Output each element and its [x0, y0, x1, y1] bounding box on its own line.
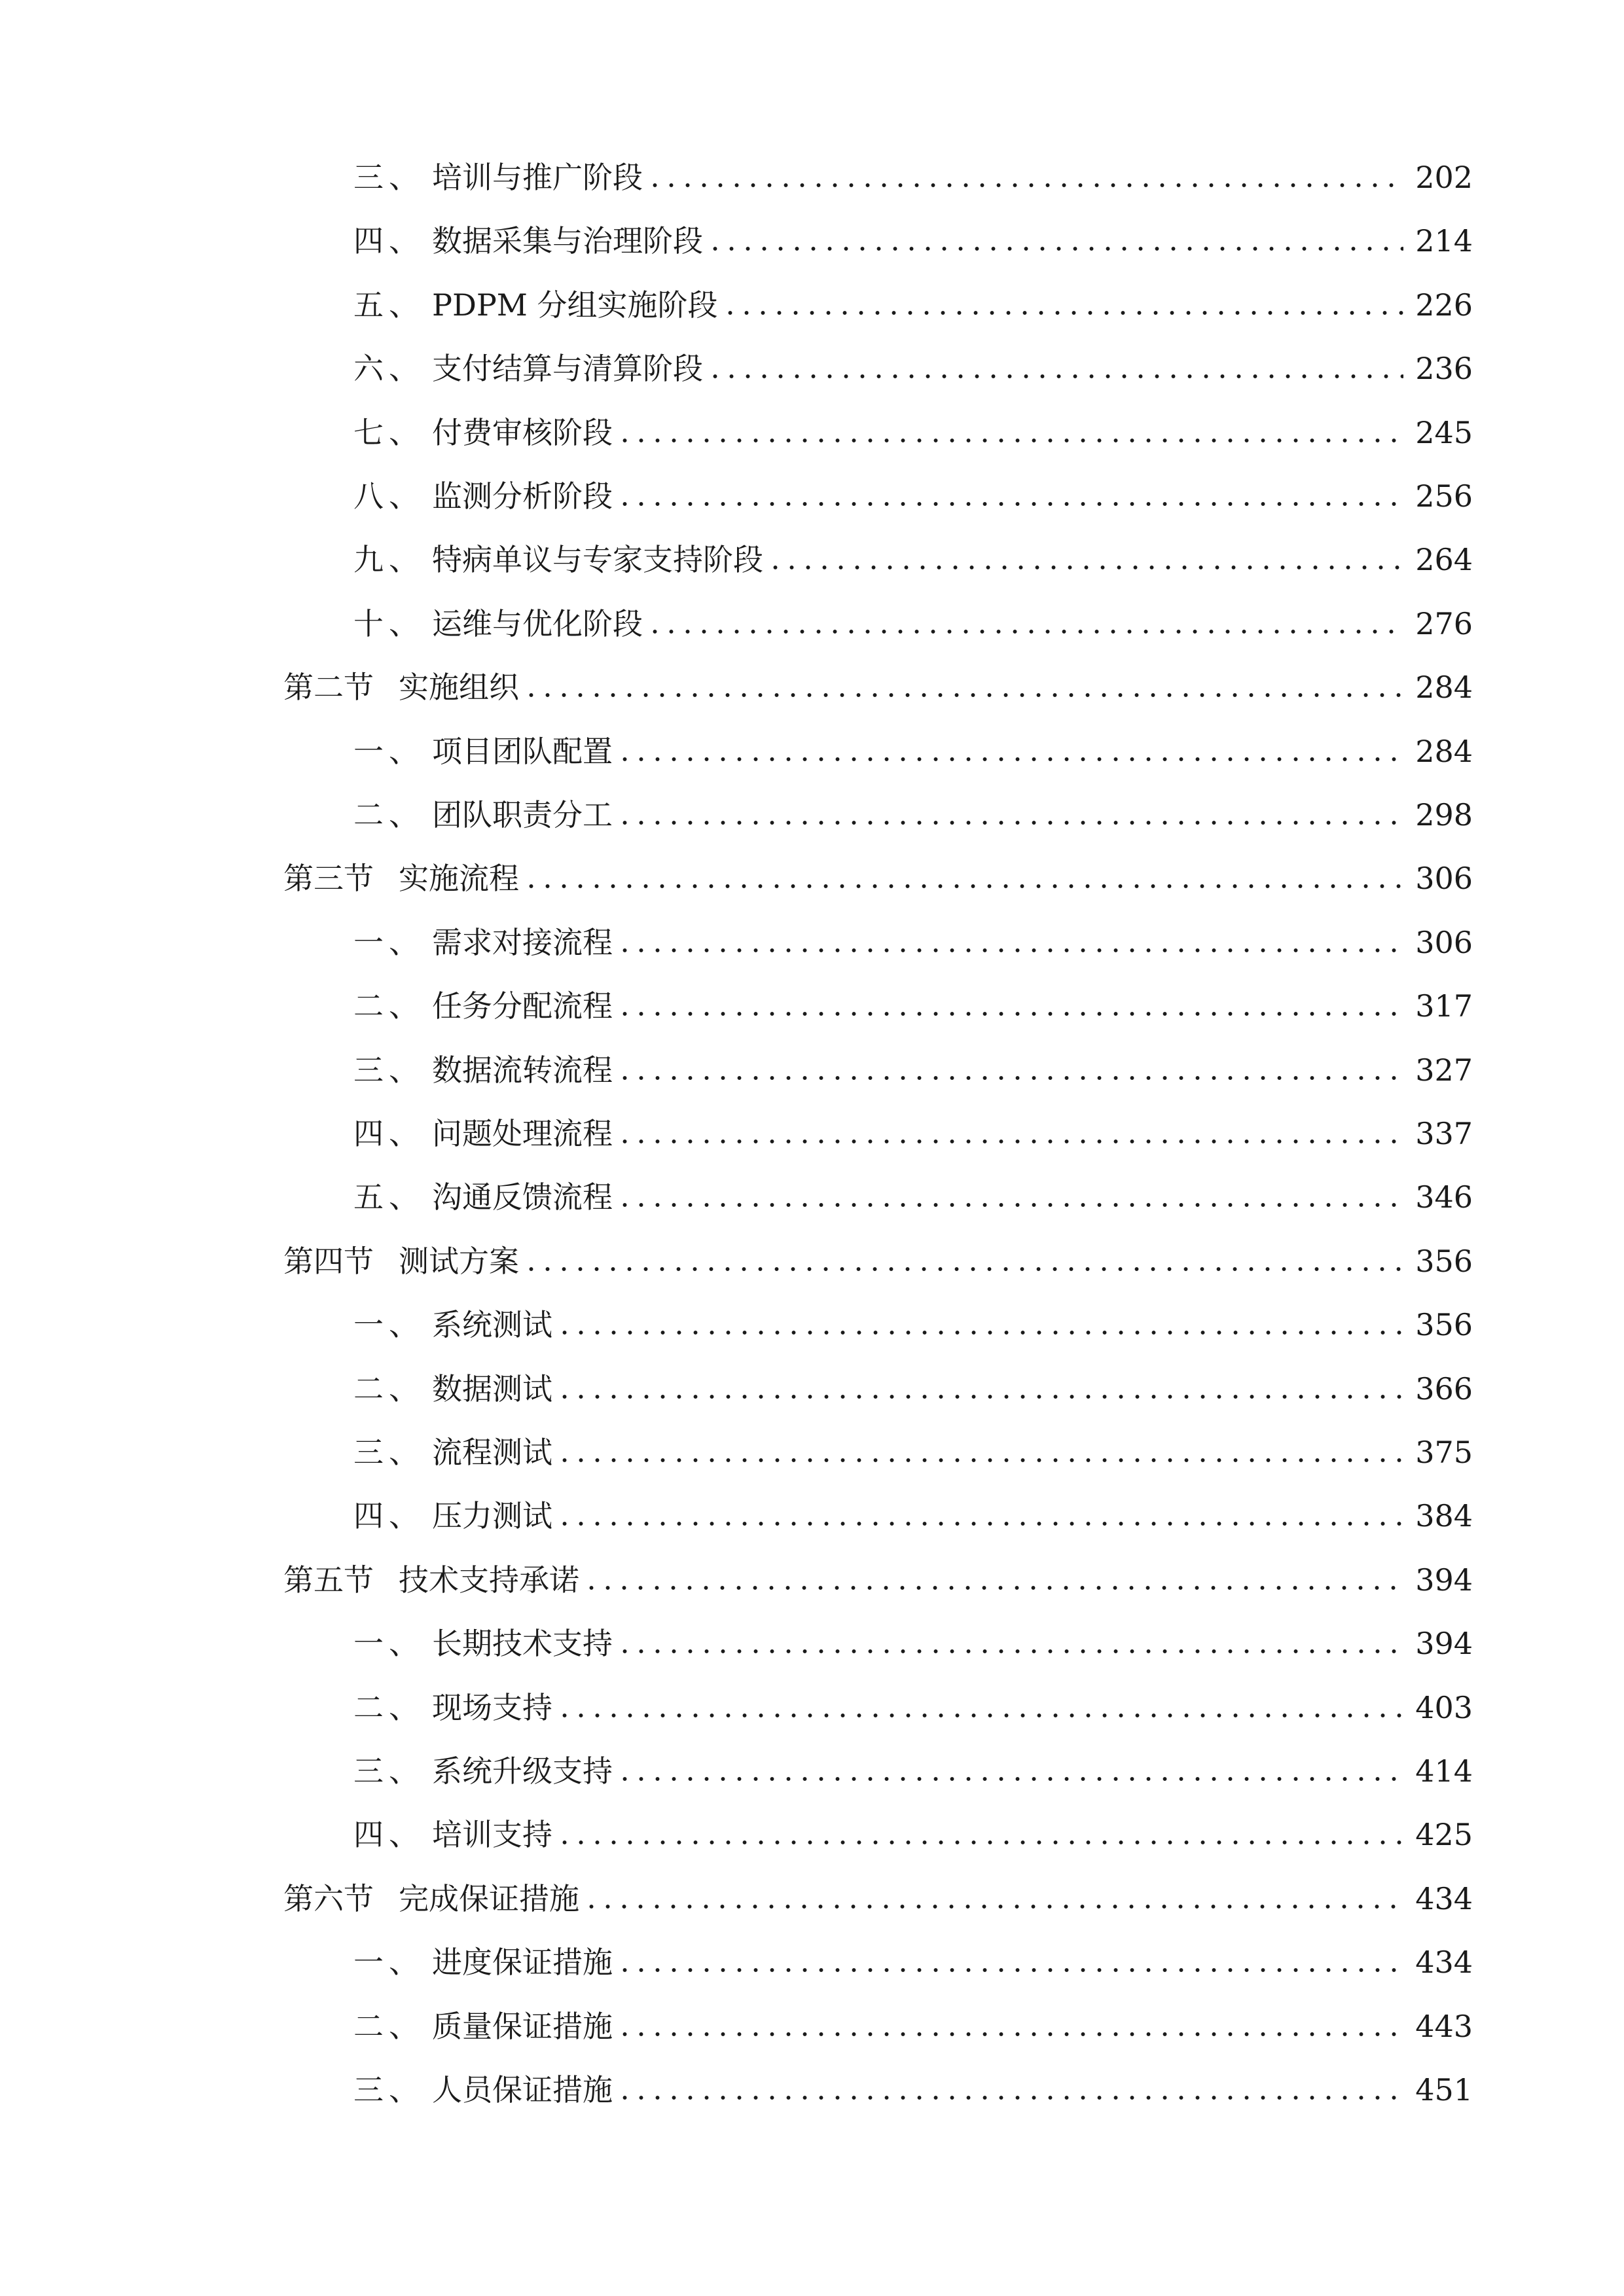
toc-dot-leader [767, 533, 1403, 586]
toc-dot-leader [617, 1745, 1403, 1797]
toc-entry-title: 实施流程 [399, 861, 519, 897]
toc-entry-title: 质量保证措施 [432, 2008, 613, 2044]
toc-entry-page-number: 403 [1415, 1689, 1473, 1725]
toc-entry-title: 实施组织 [399, 670, 519, 706]
toc-entry-title: 系统升级支持 [432, 1753, 613, 1789]
toc-entry-number: 二、 [353, 1689, 424, 1725]
toc-dot-leader [617, 1617, 1403, 1670]
toc-entry-page-number: 317 [1415, 988, 1473, 1024]
toc-dot-leader [523, 852, 1403, 905]
toc-entry-page-number: 366 [1415, 1371, 1473, 1407]
toc-section-entry[interactable] [283, 852, 1473, 905]
toc-item-entry[interactable] [353, 470, 1473, 522]
toc-dot-leader [523, 1235, 1403, 1287]
toc-item-entry[interactable] [353, 1681, 1473, 1734]
toc-entry-title: 进度保证措施 [432, 1945, 613, 1981]
toc-entry-page-number: 264 [1415, 542, 1473, 578]
toc-item-entry[interactable] [353, 980, 1473, 1032]
toc-entry-title: 流程测试 [432, 1435, 552, 1470]
toc-entry-title: 问题处理流程 [432, 1116, 613, 1151]
toc-dot-leader [617, 916, 1403, 969]
toc-dot-leader [617, 789, 1403, 841]
toc-entry-number: 三、 [353, 1052, 424, 1088]
toc-entry-title: 培训与推广阶段 [432, 160, 643, 195]
toc-item-entry[interactable] [353, 1808, 1473, 1861]
toc-dot-leader [617, 1107, 1403, 1160]
toc-dot-leader [556, 1363, 1403, 1415]
toc-entry-page-number: 394 [1415, 1562, 1473, 1598]
toc-dot-leader [617, 406, 1403, 459]
toc-entry-page-number: 443 [1415, 2008, 1473, 2044]
toc-dot-leader [617, 470, 1403, 522]
toc-item-entry[interactable] [353, 2064, 1473, 2116]
toc-entry-number: 第五节 [283, 1562, 374, 1598]
toc-dot-leader [583, 1554, 1403, 1606]
toc-entry-page-number: 451 [1415, 2072, 1473, 2108]
toc-entry-title: 完成保证措施 [399, 1880, 579, 1916]
toc-item-entry[interactable] [353, 598, 1473, 650]
toc-entry-page-number: 384 [1415, 1498, 1473, 1534]
toc-dot-leader [583, 1873, 1403, 1925]
toc-entry-title: 长期技术支持 [432, 1626, 613, 1662]
toc-entry-page-number: 434 [1415, 1880, 1473, 1916]
toc-entry-page-number: 337 [1415, 1116, 1473, 1151]
toc-entry-page-number: 425 [1415, 1817, 1473, 1853]
toc-entry-number: 三、 [353, 160, 424, 195]
toc-entry-number: 第六节 [283, 1880, 374, 1916]
toc-entry-page-number: 356 [1415, 1307, 1473, 1343]
toc-entry-number: 二、 [353, 988, 424, 1024]
toc-entry-number: 第二节 [283, 670, 374, 706]
toc-entry-number: 第三节 [283, 861, 374, 897]
toc-item-entry[interactable] [353, 406, 1473, 459]
toc-item-entry[interactable] [353, 215, 1473, 267]
toc-item-entry[interactable] [353, 151, 1473, 204]
toc-item-entry[interactable] [353, 1171, 1473, 1223]
toc-entry-number: 六、 [353, 351, 424, 387]
toc-item-entry[interactable] [353, 1745, 1473, 1797]
toc-entry-number: 三、 [353, 1435, 424, 1470]
toc-dot-leader [647, 598, 1403, 650]
toc-item-entry[interactable] [353, 533, 1473, 586]
toc-entry-number: 一、 [353, 1626, 424, 1662]
toc-dot-leader [617, 2000, 1403, 2053]
toc-entry-title: 支付结算与清算阶段 [432, 351, 703, 387]
toc-dot-leader [556, 1490, 1403, 1542]
toc-dot-leader [647, 151, 1403, 204]
toc-entry-title: 培训支持 [432, 1817, 552, 1853]
toc-section-entry[interactable] [283, 1235, 1473, 1287]
toc-entry-number: 十、 [353, 605, 424, 641]
toc-item-entry[interactable] [353, 1299, 1473, 1351]
toc-entry-title: 任务分配流程 [432, 988, 613, 1024]
toc-entry-title: 数据采集与治理阶段 [432, 223, 703, 259]
toc-entry-number: 四、 [353, 1817, 424, 1853]
toc-entry-page-number: 414 [1415, 1753, 1473, 1789]
toc-entry-page-number: 284 [1415, 733, 1473, 769]
toc-item-entry[interactable] [353, 1363, 1473, 1415]
toc-entry-number: 二、 [353, 797, 424, 833]
toc-entry-title: 监测分析阶段 [432, 478, 613, 514]
toc-entry-number: 二、 [353, 2008, 424, 2044]
toc-entry-number: 一、 [353, 1307, 424, 1343]
toc-entry-number: 二、 [353, 1371, 424, 1407]
toc-dot-leader [556, 1426, 1403, 1479]
toc-entry-page-number: 214 [1415, 223, 1473, 259]
toc-entry-number: 四、 [353, 223, 424, 259]
toc-entry-page-number: 245 [1415, 414, 1473, 450]
toc-section-entry[interactable] [283, 1873, 1473, 1925]
toc-entry-title: 项目团队配置 [432, 733, 613, 769]
toc-dot-leader [617, 2064, 1403, 2116]
toc-entry-number: 七、 [353, 414, 424, 450]
toc-entry-title: 压力测试 [432, 1498, 552, 1534]
toc-entry-number: 一、 [353, 733, 424, 769]
toc-entry-number: 四、 [353, 1116, 424, 1151]
toc-entry-title: 特病单议与专家支持阶段 [432, 542, 763, 578]
toc-entry-title: 测试方案 [399, 1243, 519, 1279]
toc-item-entry[interactable] [353, 1490, 1473, 1542]
toc-entry-title: 运维与优化阶段 [432, 605, 643, 641]
toc-entry-title: 需求对接流程 [432, 924, 613, 960]
toc-entry-number: 四、 [353, 1498, 424, 1534]
toc-section-entry[interactable] [283, 1554, 1473, 1606]
toc-entry-number: 五、 [353, 1179, 424, 1215]
toc-dot-leader [617, 725, 1403, 778]
toc-item-entry[interactable] [353, 1044, 1473, 1096]
toc-entry-page-number: 284 [1415, 670, 1473, 706]
toc-item-entry[interactable] [353, 1617, 1473, 1670]
toc-item-entry[interactable] [353, 279, 1473, 331]
toc-dot-leader [556, 1808, 1403, 1861]
toc-entry-page-number: 226 [1415, 287, 1473, 323]
toc-dot-leader [707, 342, 1403, 395]
toc-item-entry[interactable] [353, 916, 1473, 969]
toc-entry-number: 一、 [353, 1945, 424, 1981]
toc-entry-page-number: 202 [1415, 160, 1473, 195]
toc-item-entry[interactable] [353, 1936, 1473, 1988]
toc-entry-page-number: 306 [1415, 861, 1473, 897]
toc-entry-number: 第四节 [283, 1243, 374, 1279]
toc-entry-page-number: 256 [1415, 478, 1473, 514]
toc-entry-title: 沟通反馈流程 [432, 1179, 613, 1215]
toc-entry-title: 技术支持承诺 [399, 1562, 579, 1598]
toc-item-entry[interactable] [353, 342, 1473, 395]
toc-entry-number: 一、 [353, 924, 424, 960]
toc-entry-number: 八、 [353, 478, 424, 514]
toc-entry-title: 系统测试 [432, 1307, 552, 1343]
toc-entry-title: 数据流转流程 [432, 1052, 613, 1088]
toc-dot-leader [617, 1171, 1403, 1223]
toc-entry-page-number: 306 [1415, 924, 1473, 960]
toc-item-entry[interactable] [353, 1107, 1473, 1160]
toc-dot-leader [617, 1936, 1403, 1988]
toc-dot-leader [707, 215, 1403, 267]
toc-entry-page-number: 346 [1415, 1179, 1473, 1215]
toc-entry-number: 三、 [353, 2072, 424, 2108]
toc-entry-number: 九、 [353, 542, 424, 578]
toc-entry-title: 团队职责分工 [432, 797, 613, 833]
toc-dot-leader [617, 980, 1403, 1032]
toc-dot-leader [556, 1681, 1403, 1734]
toc-entry-title: PDPM 分组实施阶段 [432, 287, 718, 323]
toc-dot-leader [523, 661, 1403, 713]
toc-entry-number: 三、 [353, 1753, 424, 1789]
toc-entry-page-number: 394 [1415, 1626, 1473, 1662]
toc-entry-title: 现场支持 [432, 1689, 552, 1725]
toc-item-entry[interactable] [353, 789, 1473, 841]
toc-item-entry[interactable] [353, 1426, 1473, 1479]
toc-item-entry[interactable] [353, 725, 1473, 778]
toc-entry-page-number: 356 [1415, 1243, 1473, 1279]
toc-entry-page-number: 375 [1415, 1435, 1473, 1470]
toc-entry-number: 五、 [353, 287, 424, 323]
toc-entry-page-number: 276 [1415, 605, 1473, 641]
toc-dot-leader [556, 1299, 1403, 1351]
toc-entry-title: 付费审核阶段 [432, 414, 613, 450]
toc-section-entry[interactable] [283, 661, 1473, 713]
toc-dot-leader [722, 279, 1404, 331]
toc-entry-title: 人员保证措施 [432, 2072, 613, 2108]
toc-dot-leader [617, 1044, 1403, 1096]
toc-entry-page-number: 327 [1415, 1052, 1473, 1088]
toc-entry-title: 数据测试 [432, 1371, 552, 1407]
toc-item-entry[interactable] [353, 2000, 1473, 2053]
toc-entry-page-number: 434 [1415, 1945, 1473, 1981]
toc-entry-page-number: 236 [1415, 351, 1473, 387]
toc-entry-page-number: 298 [1415, 797, 1473, 833]
